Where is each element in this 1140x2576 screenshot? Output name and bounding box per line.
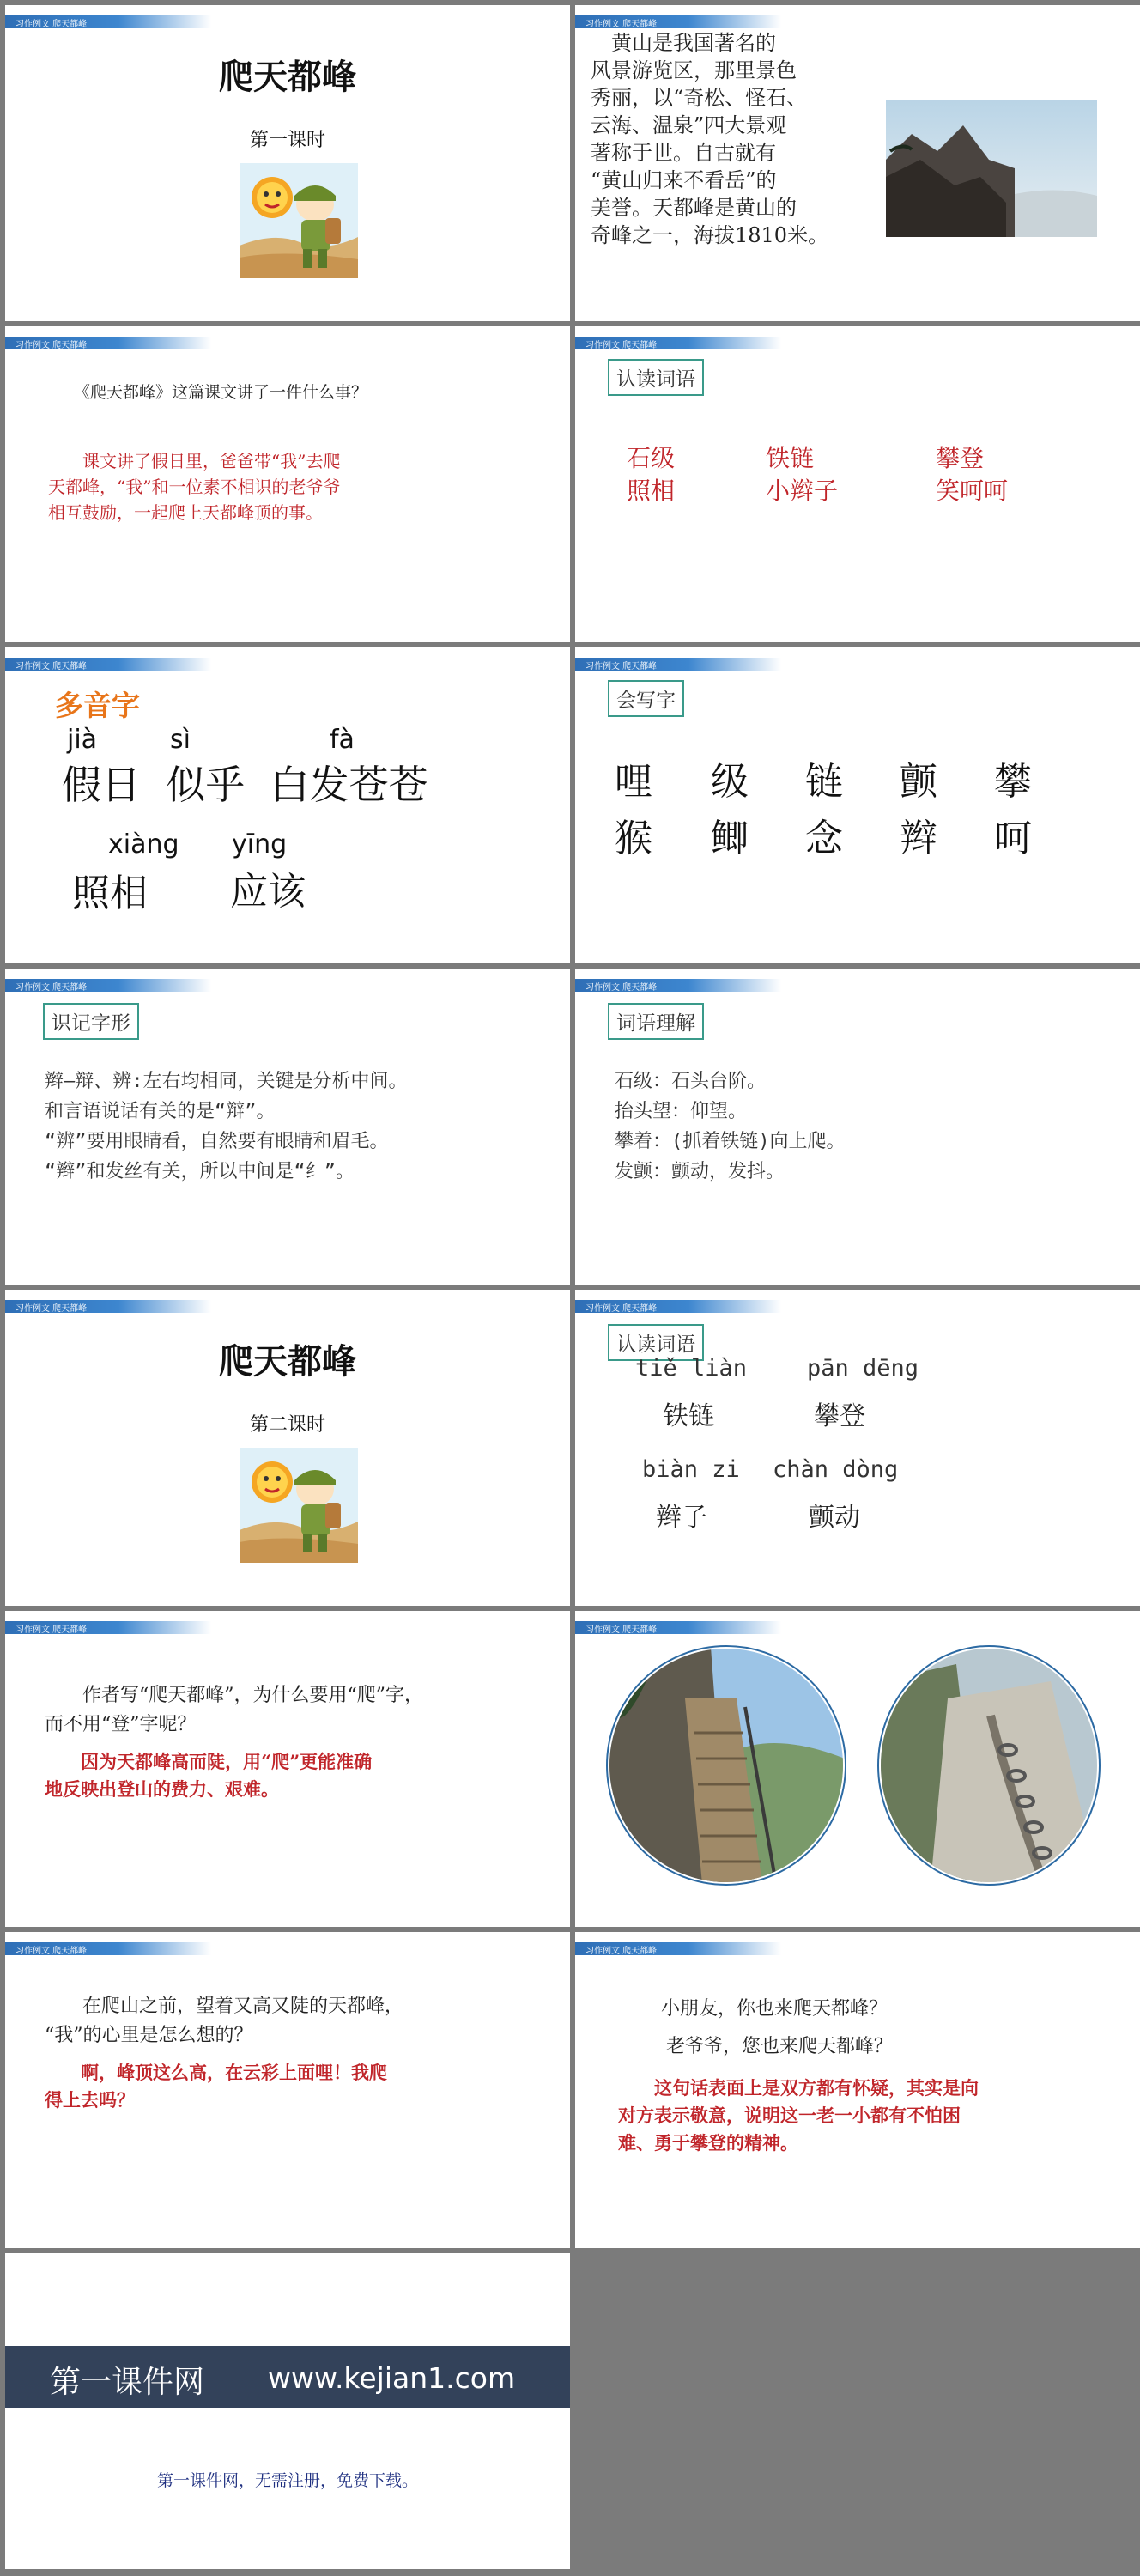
meaning-line: 石级：石头台阶。 — [615, 1071, 767, 1092]
slide-10-reading-words-pinyin[interactable] — [575, 1290, 1140, 1606]
huangshan-intro-text — [591, 29, 828, 249]
lesson-subtitle: 第二课时 — [249, 1414, 325, 1436]
huangshan-photo — [886, 100, 1097, 237]
question-line: 在爬山之前，望着又高又陡的天都峰， — [45, 1996, 404, 2017]
site-footer-note: 第一课件网，无需注册，免费下载。 — [156, 2471, 418, 2490]
stone-steps-photo — [606, 1645, 846, 1886]
slide-header-label: 习作例文 爬天都峰 — [15, 662, 88, 671]
pinyin: biàn zi — [642, 1456, 740, 1483]
answer-line: 对方表示敬意，说明这一老一小都有不怕困 — [618, 2105, 961, 2126]
slide-header-label: 习作例文 爬天都峰 — [15, 1625, 88, 1635]
char-shapes-label: 识记字形 — [43, 1003, 139, 1040]
slide-header-bar — [575, 1942, 781, 1955]
slide-header-label: 习作例文 爬天都峰 — [585, 662, 658, 671]
pinyin: yīng — [232, 829, 288, 860]
pinyin: pān dēng — [807, 1355, 919, 1382]
pinyin: tiě liàn — [635, 1355, 748, 1382]
word-item: 攀登 — [936, 444, 985, 472]
word-item: 颤动 — [809, 1503, 860, 1533]
pinyin: chàn dòng — [773, 1456, 899, 1483]
slide-8-word-meaning[interactable] — [575, 969, 1140, 1285]
slide-header-label: 习作例文 爬天都峰 — [585, 983, 658, 993]
question-line: 而不用“登”字呢？ — [45, 1714, 197, 1735]
char-item: 级 — [711, 760, 749, 804]
meaning-line: 攀着：(抓着铁链)向上爬。 — [615, 1131, 846, 1152]
intro-line: 著称于世。自古就有 — [591, 141, 776, 165]
writing-chars-label: 会写字 — [608, 680, 684, 717]
intro-line: “黄山归来不看岳”的 — [591, 168, 777, 192]
note-line: 辫—辩、辨:左右均相同，关键是分析中间。 — [45, 1071, 408, 1092]
slide-header-label: 习作例文 爬天都峰 — [585, 1625, 658, 1635]
polyphone-word: 照相 — [72, 872, 148, 915]
answer-line: 啊，峰顶这么高，在云彩上面哩！我爬 — [45, 2062, 387, 2083]
slide-header-label: 习作例文 爬天都峰 — [15, 1947, 88, 1956]
slide-header-bar — [575, 658, 781, 671]
intro-line: 黄山是我国著名的 — [591, 31, 776, 55]
meaning-line: 发颤：颤动，发抖。 — [615, 1161, 785, 1182]
answer-text — [45, 1748, 372, 1803]
slide-header-label: 习作例文 爬天都峰 — [585, 341, 658, 350]
slide-header-label: 习作例文 爬天都峰 — [15, 983, 88, 993]
slide-9-title[interactable] — [5, 1290, 570, 1606]
char-item: 哩 — [615, 760, 652, 804]
slide-4-reading-words[interactable] — [575, 326, 1140, 642]
question-text — [45, 1681, 423, 1740]
answer-line: 课文讲了假日里，爸爸带“我”去爬 — [48, 451, 341, 471]
lesson-title: 爬天都峰 — [219, 1342, 356, 1382]
word-item: 笑呵呵 — [936, 477, 1009, 505]
meaning-line: 抬头望：仰望。 — [615, 1101, 748, 1122]
char-item: 攀 — [994, 760, 1032, 804]
slide-2-intro[interactable] — [575, 5, 1140, 321]
slide-5-polyphones[interactable] — [5, 647, 570, 963]
site-name: 第一课件网 — [50, 2365, 205, 2400]
slide-header-bar — [575, 1300, 781, 1313]
answer-text — [618, 2075, 979, 2157]
word-item: 铁链 — [663, 1401, 714, 1431]
answer-line: 天都峰，“我”和一位素不相识的老爷爷 — [48, 477, 341, 497]
site-url[interactable]: www.kejian1.com — [268, 2361, 516, 2395]
slide-header-bar — [5, 1942, 211, 1955]
answer-line: 难、勇于攀登的精神。 — [618, 2132, 798, 2154]
word-item: 小辫子 — [766, 477, 839, 505]
intro-line: 美誉。天都峰是黄山的 — [591, 196, 797, 220]
char-item: 呵 — [994, 817, 1032, 860]
iron-chain-photo — [877, 1645, 1101, 1886]
slide-header-bar — [575, 1621, 781, 1634]
site-banner — [5, 2346, 570, 2408]
char-item: 链 — [805, 760, 843, 804]
lesson-subtitle: 第一课时 — [249, 130, 325, 151]
answer-line: 因为天都峰高而陡，用“爬”更能准确 — [45, 1751, 373, 1772]
question-line: 作者写“爬天都峰”，为什么要用“爬”字， — [45, 1685, 423, 1706]
slide-header-label: 习作例文 爬天都峰 — [585, 1947, 658, 1956]
reading-words-label: 认读词语 — [608, 1324, 704, 1361]
slide-header-label: 习作例文 爬天都峰 — [15, 20, 88, 29]
slide-7-char-shapes[interactable] — [5, 969, 570, 1285]
reading-words-label: 认读词语 — [608, 359, 704, 396]
slide-header-bar — [5, 337, 211, 349]
word-item: 攀登 — [814, 1401, 865, 1431]
word-item: 辫子 — [656, 1503, 707, 1533]
cartoon-hiker-image — [240, 1448, 358, 1563]
slide-header-bar — [5, 658, 211, 671]
summary-answer — [48, 448, 340, 526]
slide-header-bar — [5, 15, 211, 28]
word-item: 照相 — [627, 477, 676, 505]
slide-header-bar — [575, 15, 781, 28]
note-line: 和言语说话有关的是“辩”。 — [45, 1101, 276, 1122]
slide-15-site-banner[interactable] — [5, 2253, 570, 2569]
char-item: 猴 — [615, 817, 652, 860]
pinyin: fà — [330, 725, 355, 755]
slide-header-bar — [575, 337, 781, 349]
slide-header-bar — [5, 1300, 211, 1313]
polyphone-words-row1: 假日 似乎 白发苍苍 — [62, 762, 428, 808]
slide-11-question-climb[interactable] — [5, 1611, 570, 1927]
note-line: “辨”要用眼睛看，自然要有眼睛和眉毛。 — [45, 1131, 389, 1152]
slide-header-bar — [575, 979, 781, 992]
pinyin: jià — [67, 725, 98, 755]
slide-header-bar — [5, 979, 211, 992]
slide-header-label: 习作例文 爬天都峰 — [585, 20, 658, 29]
slide-13-question-feeling[interactable] — [5, 1932, 570, 2248]
slide-14-dialogue[interactable] — [575, 1932, 1140, 2248]
polyphone-word: 应该 — [230, 870, 306, 914]
polyphone-heading: 多音字 — [55, 689, 140, 722]
answer-line: 得上去吗？ — [45, 2089, 135, 2111]
answer-line: 这句话表面上是双方都有怀疑，其实是向 — [618, 2077, 979, 2099]
slide-12-photos[interactable] — [575, 1611, 1140, 1927]
word-meaning-label: 词语理解 — [608, 1003, 704, 1040]
char-item: 辫 — [900, 817, 937, 860]
slide-6-writing-chars[interactable] — [575, 647, 1140, 963]
char-shapes-text — [45, 1066, 408, 1187]
lesson-title: 爬天都峰 — [219, 58, 356, 97]
answer-line: 地反映出登山的费力、艰难。 — [45, 1778, 279, 1800]
cartoon-hiker-image — [240, 163, 358, 278]
pinyin: sì — [170, 725, 191, 755]
char-item: 颤 — [900, 760, 937, 804]
slide-1-title[interactable] — [5, 5, 570, 321]
pinyin: xiàng — [108, 829, 179, 860]
summary-question: 《爬天都峰》这篇课文讲了一件什么事？ — [74, 383, 368, 402]
slide-header-bar — [5, 1621, 211, 1634]
dialogue-line-grandpa: 老爷爷，您也来爬天都峰？ — [666, 2036, 894, 2057]
question-line: “我”的心里是怎么想的？ — [45, 2025, 253, 2046]
char-item: 念 — [805, 817, 843, 860]
slide-header-label: 习作例文 爬天都峰 — [15, 341, 88, 350]
slide-3-summary[interactable] — [5, 326, 570, 642]
answer-line: 相互鼓励，一起爬上天都峰顶的事。 — [48, 502, 323, 523]
intro-line: 奇峰之一，海拔1810米。 — [591, 223, 829, 247]
slide-header-label: 习作例文 爬天都峰 — [15, 1304, 88, 1314]
note-line: “辫”和发丝有关，所以中间是“纟”。 — [45, 1161, 355, 1182]
word-item: 石级 — [627, 444, 676, 472]
intro-line: 秀丽，以“奇松、怪石、 — [591, 86, 808, 110]
char-item: 鲫 — [711, 817, 749, 860]
question-text — [45, 1992, 403, 2050]
intro-line: 云海、温泉”四大景观 — [591, 113, 787, 137]
intro-line: 风景游览区，那里景色 — [591, 58, 797, 82]
answer-text — [45, 2059, 387, 2114]
word-meaning-text — [615, 1066, 846, 1187]
word-item: 铁链 — [766, 444, 815, 472]
slide-header-label: 习作例文 爬天都峰 — [585, 1304, 658, 1314]
dialogue-line-child: 小朋友，你也来爬天都峰？ — [661, 1998, 888, 2020]
